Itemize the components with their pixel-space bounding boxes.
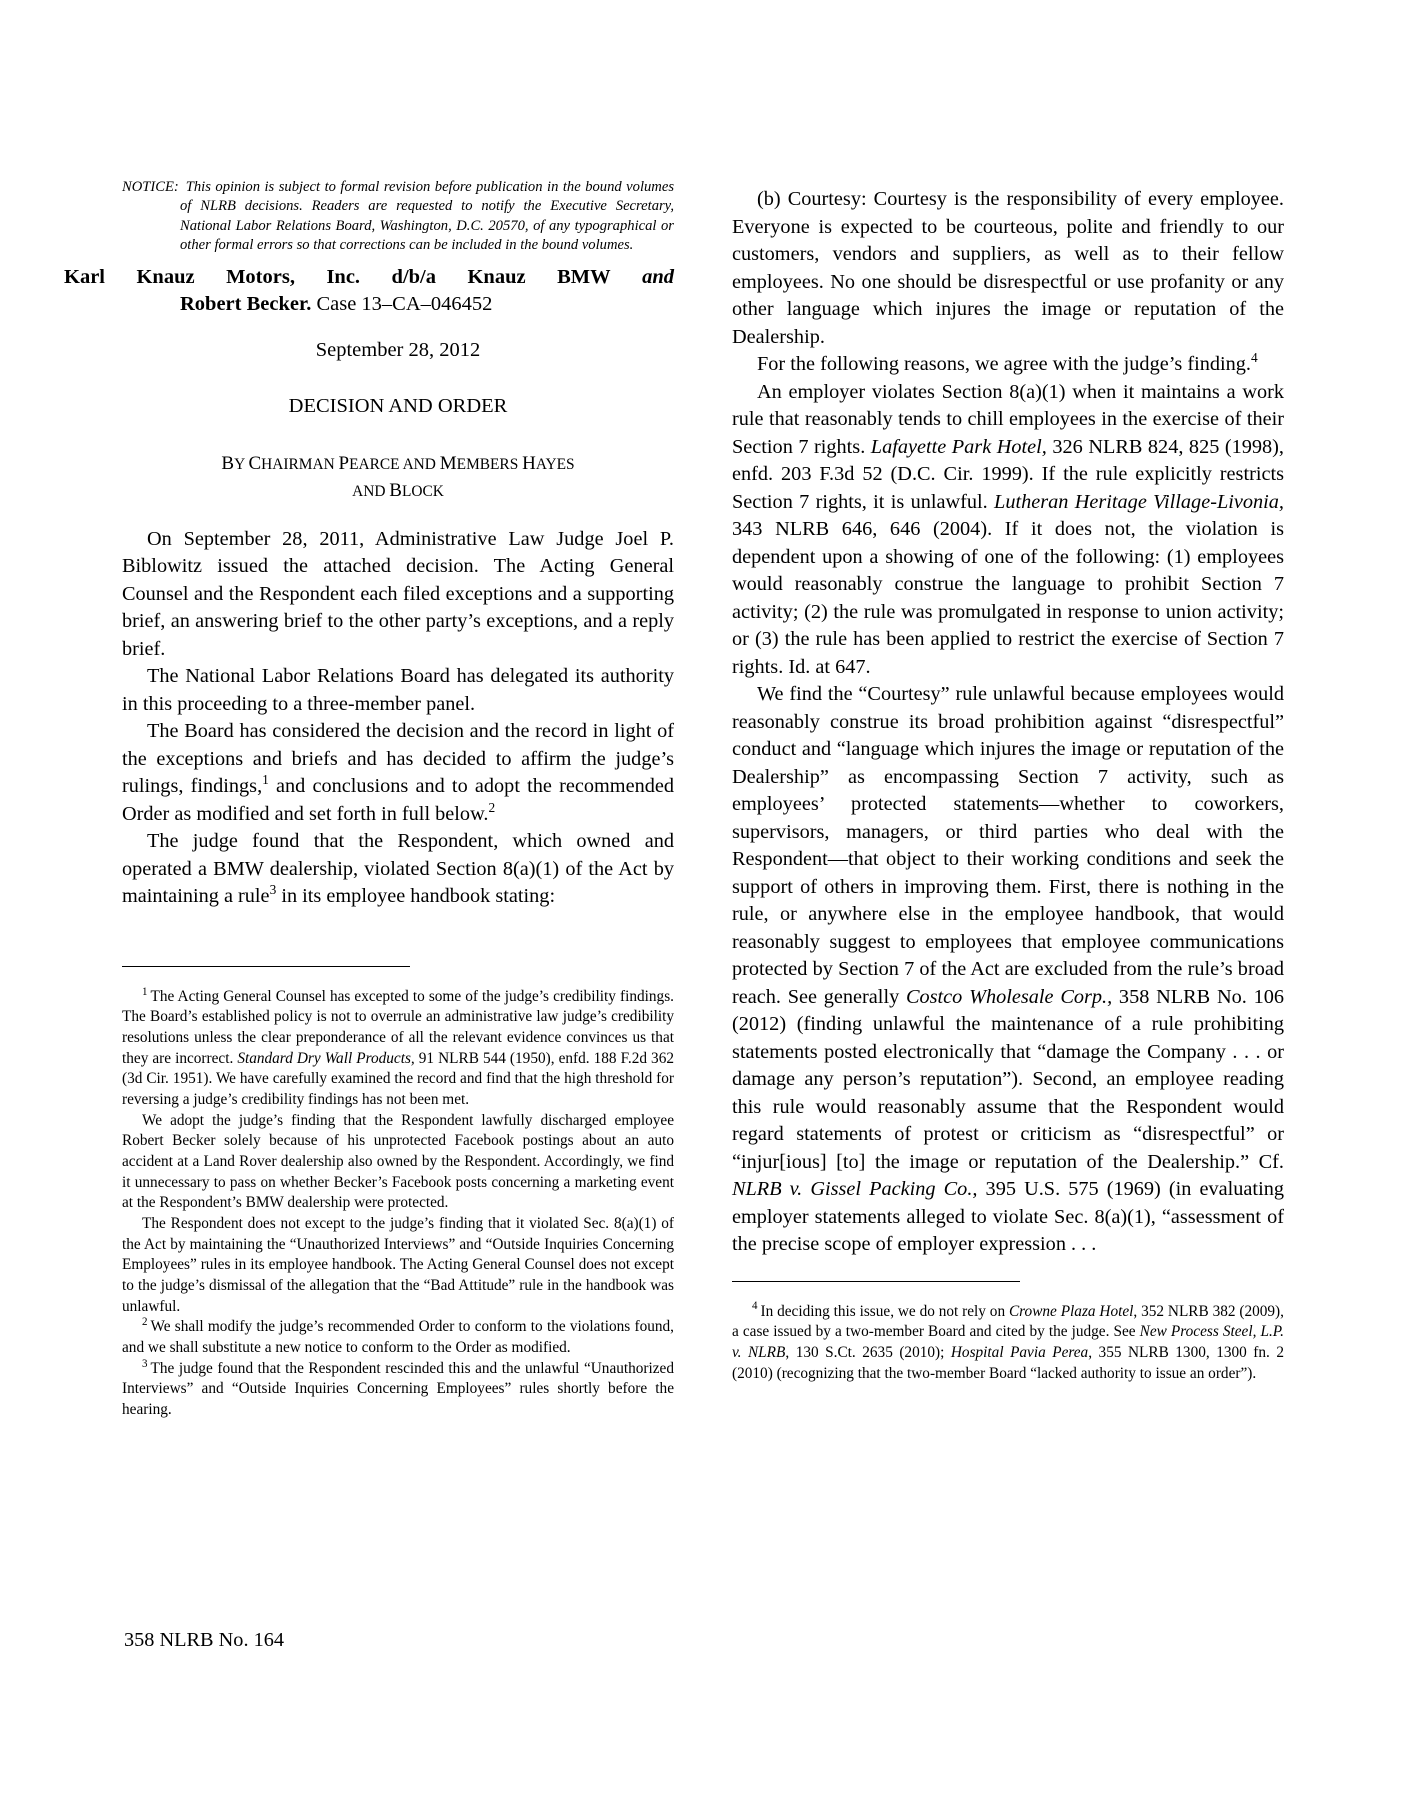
footnote-marker-3: 3 — [142, 1357, 148, 1370]
case-citation: Costco Wholesale Corp., — [905, 985, 1113, 1008]
case-citation: Lutheran Heritage Village-Livonia, — [994, 490, 1284, 513]
caption-party-line — [64, 264, 674, 291]
case-citation: Hospital Pavia Perea — [950, 1343, 1089, 1361]
case-caption — [64, 264, 674, 319]
right-paragraph-1: For the following reasons, we agree with the judge’s finding.$^4$ — [757, 350, 1258, 375]
left-paragraph-3: The Board has considered the decision and the record in light of the exceptions and briefs and has decided to affirm the judge’s rulings, findings,$^1$ and conclusions and to adopt the recommended Order as modified and set forth in full below.$^2$ — [122, 720, 674, 825]
left-footnotes — [122, 987, 674, 1421]
publication-notice — [122, 178, 674, 256]
left-paragraph-2: The National Labor Relations Board has delegated its authority in this proceeding to a three-member panel. — [122, 665, 674, 715]
case-citation: Standard Dry Wall Products, — [237, 1049, 415, 1067]
footnote-1-cont-1: We adopt the judge’s finding that the Respondent lawfully discharged employee Robert Becker solely because of his unprotected Facebook postings about an auto accident at a Land Rover dealership also owned by the Respondent. Accordingly, we find it unnecessary to pass on whether Becker’s Facebook posts concerning a marketing event at the Respondent’s BMW dealership were protected. — [122, 1111, 674, 1212]
decision-title: DECISION AND ORDER — [288, 394, 508, 417]
notice-label: NOTICE: — [122, 179, 179, 195]
case-citation: New Process Steel, L.P. v. NLRB — [732, 1323, 1284, 1361]
footnote-1: $^1$ The Acting General Counsel has excepted to some of the judge’s credibility findings. The Board’s established policy is not to overrule an administrative law judge’s credibility resolutions unless the clear preponderance of all the relevant evidence convinces us that they are incorrect. Standard Dry Wall Products, 91 NLRB 544 (1950), enfd. 188 F.2d 362 (3d Cir. 1951). We have carefully examined the record and find that the high threshold for reversing a judge’s credibility findings has not been met. — [122, 985, 674, 1109]
two-column-layout — [64, 178, 1285, 1718]
respondent-name: Karl Knauz Motors, Inc. d/b/a Knauz BMW — [64, 265, 611, 288]
left-column — [64, 178, 674, 1718]
footnote-rule-right — [732, 1281, 1020, 1282]
caption-and: and — [642, 265, 674, 288]
footnote-ref-1: 1 — [262, 772, 269, 788]
left-column-spacer — [122, 1421, 674, 1718]
right-paragraph-3: We find the “Courtesy” rule unlawful because employees would reasonably construe its broad prohibition against “disrespectful” conduct and “language which injures the image or reputation of the Dealership” as encompassing Section 7 activity, such as employees’ protected statements—whether to coworkers, supervisors, managers, or third parties who deal with the Respondent—that object to their working conditions and seek the support of others in improving them. First, there is nothing in the rule, or anywhere else in the employee handbook, that would reasonably suggest to employees that employee communications protected by Section 7 of the Act are excluded from the rule’s broad reach. See generally Costco Wholesale Corp., 358 NLRB No. 106 (2012) (finding unlawful the maintenance of a rule prohibiting statements posted electronically that “damage the Company . . . or damage any person’s reputation”). Second, an employee reading this rule would reasonably assume that the Respondent would regard statements of protest or criticism as “disrespectful” or “injur[ious] [to] the image or reputation of the Dealership.” Cf. NLRB v. Gissel Packing Co., 395 U.S. 575 (1969) (in evaluating employer statements alleged to violate Sec. 8(a)(1), “assessment of the precise scope of employer expression . . . — [732, 683, 1284, 1255]
left-paragraph-4: The judge found that the Respondent, which owned and operated a BMW dealership, violated Section 8(a)(1) of the Act by maintaining a rule$^3$ in its employee handbook stating: — [122, 830, 674, 908]
page-number: 358 NLRB No. 164 — [124, 1629, 285, 1651]
left-paragraph-1: On September 28, 2011, Administrative Law Judge Joel P. Biblowitz issued the attached decision. The Acting General Counsel and the Respondent each filed exceptions and a supporting brief, an answering brief to the other party’s exceptions, and a reply brief. — [122, 527, 674, 660]
footnote-4: $^4$ In deciding this issue, we do not rely on Crowne Plaza Hotel, 352 NLRB 382 (2009), a case issued by a two-member Board and cited by the judge. See New Process Steel, L.P. v. NLRB, 130 S.Ct. 2635 (2010); Hospital Pavia Perea, 355 NLRB 1300, 1300 fn. 2 (2010) (recognizing that the two-member Board “lacked authority to issue an order”). — [732, 1300, 1285, 1382]
case-citation: NLRB v. Gissel Packing Co., — [732, 1178, 978, 1200]
case-citation: Lafayette Park Hotel, — [870, 435, 1047, 458]
footnote-ref-4: 4 — [1250, 350, 1258, 366]
byline-line-1: BY CHAIRMAN PEARCE AND MEMBERS HAYES — [221, 452, 575, 474]
left-footnote-separator-wrap — [122, 966, 674, 967]
right-footnote-separator-wrap — [732, 1281, 1284, 1282]
case-citation: Crowne Plaza Hotel — [1008, 1302, 1134, 1320]
footnote-1-cont-2: The Respondent does not except to the judge’s finding that it violated Sec. 8(a)(1) of the Act by maintaining the “Unauthorized Interviews” and “Outside Inquiries Concerning Employees” rules in its employee handbook. The Acting General Counsel does not except to the judge’s dismissal of the allegation that the “Bad Attitude” rule in the handbook was unlawful. — [122, 1215, 674, 1315]
footnote-marker-2: 2 — [142, 1316, 148, 1329]
right-footnotes — [732, 1302, 1284, 1385]
handbook-rule-quote: (b) Courtesy: Courtesy is the responsibility of every employee. Everyone is expected to be courteous, polite and friendly to our customers, vendors and suppliers, as well as to their fellow employees. No one should be disrespectful or use profanity or any other language which injures the image or reputation of the Dealership. — [732, 188, 1284, 348]
right-column-spacer — [732, 1384, 1284, 1718]
charging-party-name: Robert Becker. — [180, 293, 312, 316]
footnote-ref-3: 3 — [269, 882, 277, 898]
right-column — [732, 178, 1284, 1718]
footnote-3: $^3$ The judge found that the Respondent rescinded this and the unlawful “Unauthorized Interviews” and “Outside Inquiries Concerning Employees” rules shortly before the hearing. — [122, 1357, 674, 1419]
footnote-ref-2: 2 — [488, 799, 496, 815]
footnote-marker-1: 1 — [142, 985, 148, 998]
footnote-rule-left — [122, 966, 410, 967]
footnote-marker-4: 4 — [752, 1300, 758, 1313]
decision-date: September 28, 2012 — [315, 338, 481, 361]
caption-charging-party-line — [180, 291, 674, 318]
byline-line-2: AND BLOCK — [352, 480, 444, 502]
footnote-2: $^2$ We shall modify the judge’s recommended Order to conform to the violations found, and we shall substitute a new notice to conform to the Order as modified. — [122, 1316, 674, 1357]
byline — [122, 450, 674, 505]
case-number: Case 13–CA–046452 — [316, 293, 493, 316]
notice-text: This opinion is subject to formal revision before publication in the bound volumes of NLRB decisions. Readers are requested to notify the Executive Secretary, National Labor Relations Board, Washington, D.C. 20570, of any typographical or other formal errors so that corrections can be included in the bound volumes. — [180, 179, 674, 254]
right-paragraph-2: An employer violates Section 8(a)(1) when it maintains a work rule that reasonably tends to chill employees in the exercise of their Section 7 rights. Lafayette Park Hotel, 326 NLRB 824, 825 (1998), enfd. 203 F.3d 52 (D.C. Cir. 1999). If the rule explicitly restricts Section 7 rights, it is unlawful. Lutheran Heritage Village-Livonia, 343 NLRB 646, 646 (2004). If it does not, the violation is dependent upon a showing of one of the following: (1) employees would reasonably construe the language to prohibit Section 7 activity; (2) the rule was promulgated in response to union activity; or (3) the rule has been applied to restrict the exercise of Section 7 rights. Id. at 647. — [732, 380, 1285, 678]
